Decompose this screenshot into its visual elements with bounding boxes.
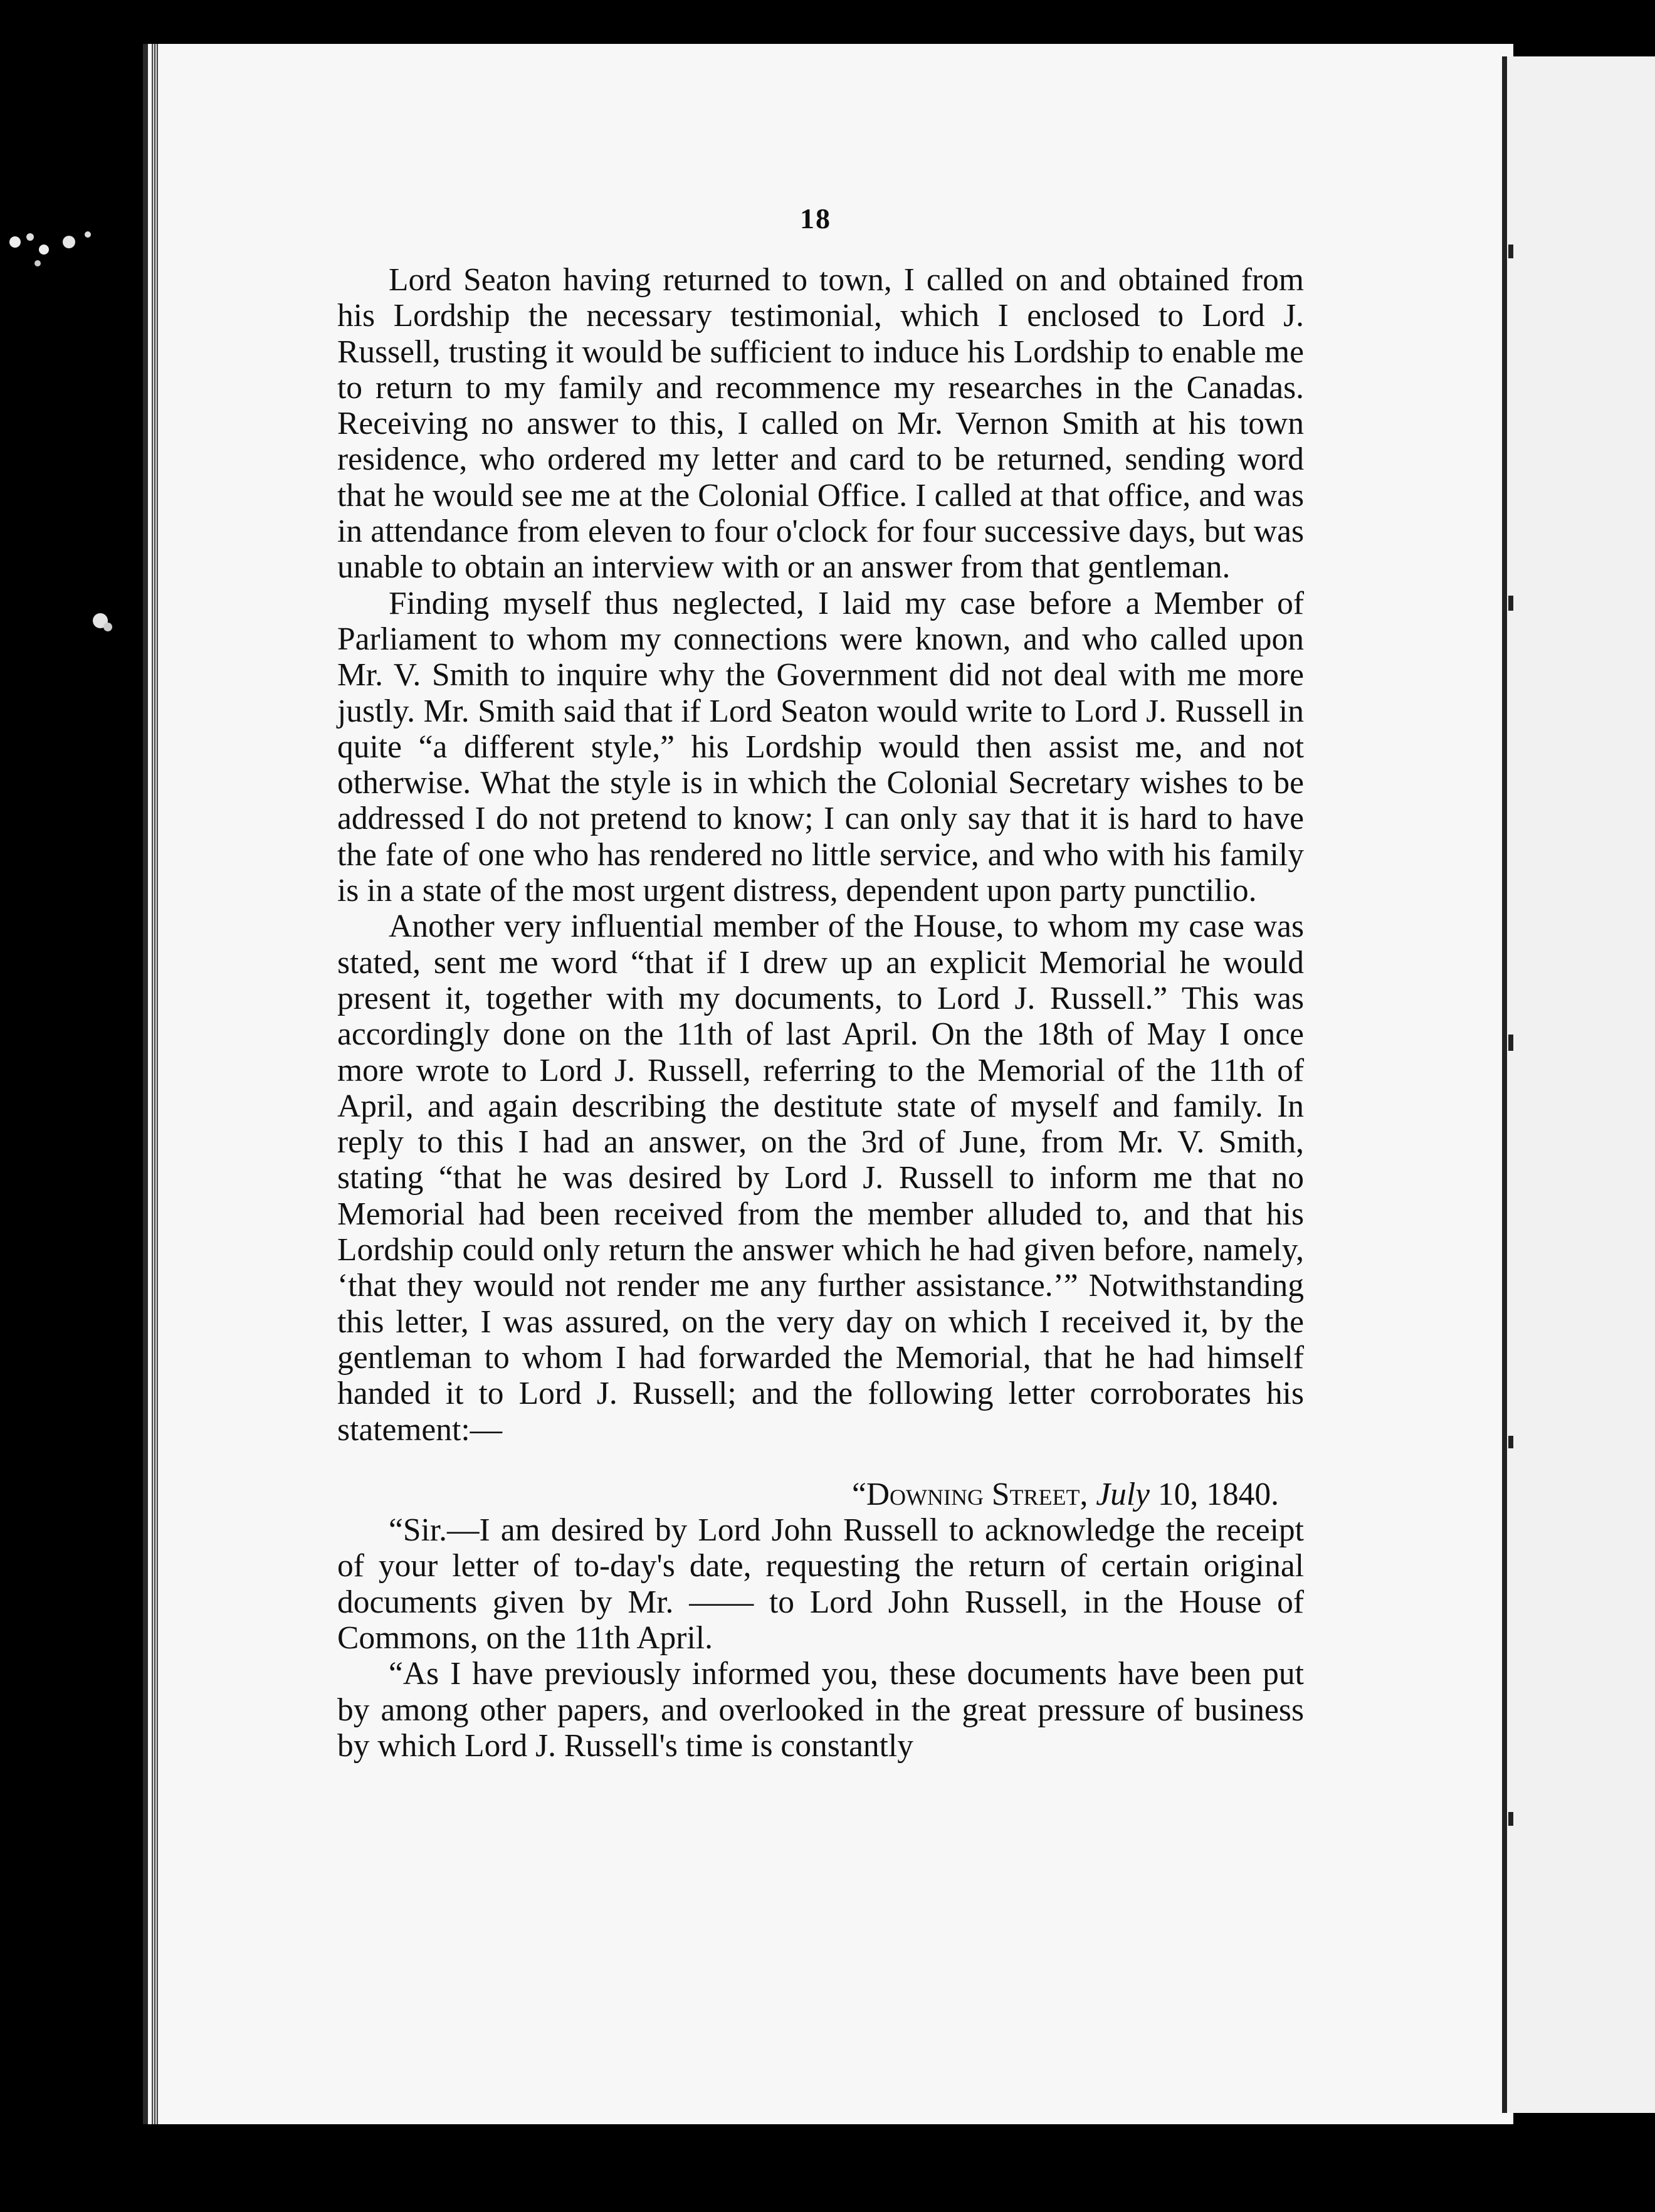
page-binding-edge [152,44,158,2124]
paragraph: Finding myself thus neglected, I laid my case before a Member of Parliament to whom my connections were known, and who called upon Mr. V. Smith to inquire why the Government did not deal with me more justly. Mr. Smith said that if Lord Seaton would write to Lord J. Russell in quite “a different style,” his Lordship would then assist me, and not otherwise. What the style is in which the Colonial Secretary wishes to be addressed I do not pretend to know; I can only say that it is hard to have the fate of one who has rendered no little service, and who with his family is in a state of the most urgent distress, dependent upon party punctilio. [337,585,1304,909]
dateline-day-year: 10, 1840. [1157,1476,1279,1512]
paragraph: Lord Seaton having returned to town, I called on and obtained from his Lordship the necessary testimonial, which I enclosed to Lord J. Russell, trusting it would be sufficient to induce his Lordship to enable me to return to my family and recommence my researches in the Canadas. Receiving no answer to this, I called on Mr. Vernon Smith at his town residence, who ordered my letter and card to be returned, sending word that he would see me at the Colonial Office. I called at that office, and was in attendance from eleven to four o'clock for four successive days, but was unable to obtain an interview with or an answer from that gentleman. [337,262,1304,586]
letter-dateline [337,1477,1304,1512]
page-number: 18 [800,203,831,234]
dateline-place: “Downing Street, [851,1476,1088,1512]
body-text [337,262,1304,1764]
scan-specks [0,0,138,690]
letter-paragraph: “Sir.—I am desired by Lord John Russell to acknowledge the receipt of your letter of to-day's date, requesting the return of certain original documents given by Mr. —— to Lord John Russell, in the House of Commons, on the 11th April. [337,1512,1304,1656]
dateline-month: July [1096,1476,1150,1512]
paragraph: Another very influential member of the House, to whom my case was stated, sent me word “that if I drew up an explicit Memorial he would present it, together with my documents, to Lord J. Russell.” This was accordingly done on the 11th of last April. On the 18th of May I once more wrote to Lord J. Russell, referring to the Memorial of the 11th of April, and again describing the destitute state of myself and family. In reply to this I had an answer, on the 3rd of June, from Mr. V. Smith, stating “that he was desired by Lord J. Russell to inform me that no Memorial had been received from the member alluded to, and that his Lordship could only return the answer which he had given before, namely, ‘that they would not render me any further assistance.’” Notwithstanding this letter, I was assured, on the very day on which I received it, by the gentleman to whom I had forwarded the Memorial, that he had himself handed it to Lord J. Russell; and the following letter corroborates his statement:— [337,908,1304,1448]
adjacent-page-edge [1502,56,1655,2113]
letter-paragraph: “As I have previously informed you, these documents have been put by among other papers, and overlooked in the great pressure of business by which Lord J. Russell's time is constantly [337,1656,1304,1764]
